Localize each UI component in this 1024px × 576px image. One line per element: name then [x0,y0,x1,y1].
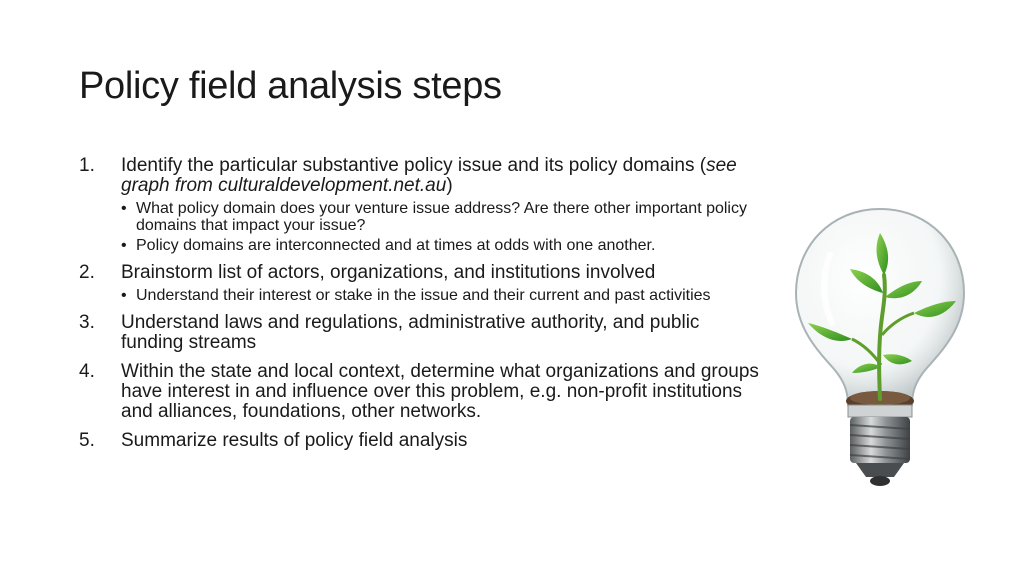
item-text-italic: see graph from culturaldevelopment.net.au [121,155,737,196]
item-number: 1. [79,155,95,176]
slide-title: Policy field analysis steps [79,65,502,107]
item-number: 5. [79,430,95,451]
list-item [79,313,759,353]
sub-list [121,287,759,304]
item-number: 3. [79,312,95,333]
sub-item-text: Understand their interest or stake in the issue and their current and past activities [136,287,711,304]
sub-list-item [121,200,759,234]
item-text: Summarize results of policy field analysis [121,430,468,451]
steps-list [79,156,759,460]
list-item [79,362,759,422]
list-item [79,156,759,254]
item-text-part: Identify the particular substantive policy issue and its policy domains ( [121,155,707,176]
item-number: 2. [79,262,95,283]
bullet: • [121,287,127,304]
sub-item-text: Policy domains are interconnected and at times at odds with one another. [136,237,656,254]
item-number: 4. [79,361,95,382]
item-text [121,155,737,196]
item-text-part: ) [446,175,453,196]
list-item [79,263,759,304]
item-text: Brainstorm list of actors, organizations, and institutions involved [121,262,656,283]
item-text: Understand laws and regulations, administrative authority, and public funding streams [121,312,700,353]
sub-list [121,200,759,254]
light-bulb-with-plant-icon [790,205,970,495]
bullet: • [121,237,127,254]
item-text: Within the state and local context, determine what organizations and groups have interest in and influence over this problem, e.g. non-profit institutions and alliances, foundations, other networks. [121,361,759,422]
sub-list-item [121,287,759,304]
list-item [79,431,759,451]
sub-list-item [121,237,759,254]
sub-item-text: What policy domain does your venture issue address? Are there other important policy domains that impact your issue? [136,200,747,234]
bullet: • [121,200,127,217]
